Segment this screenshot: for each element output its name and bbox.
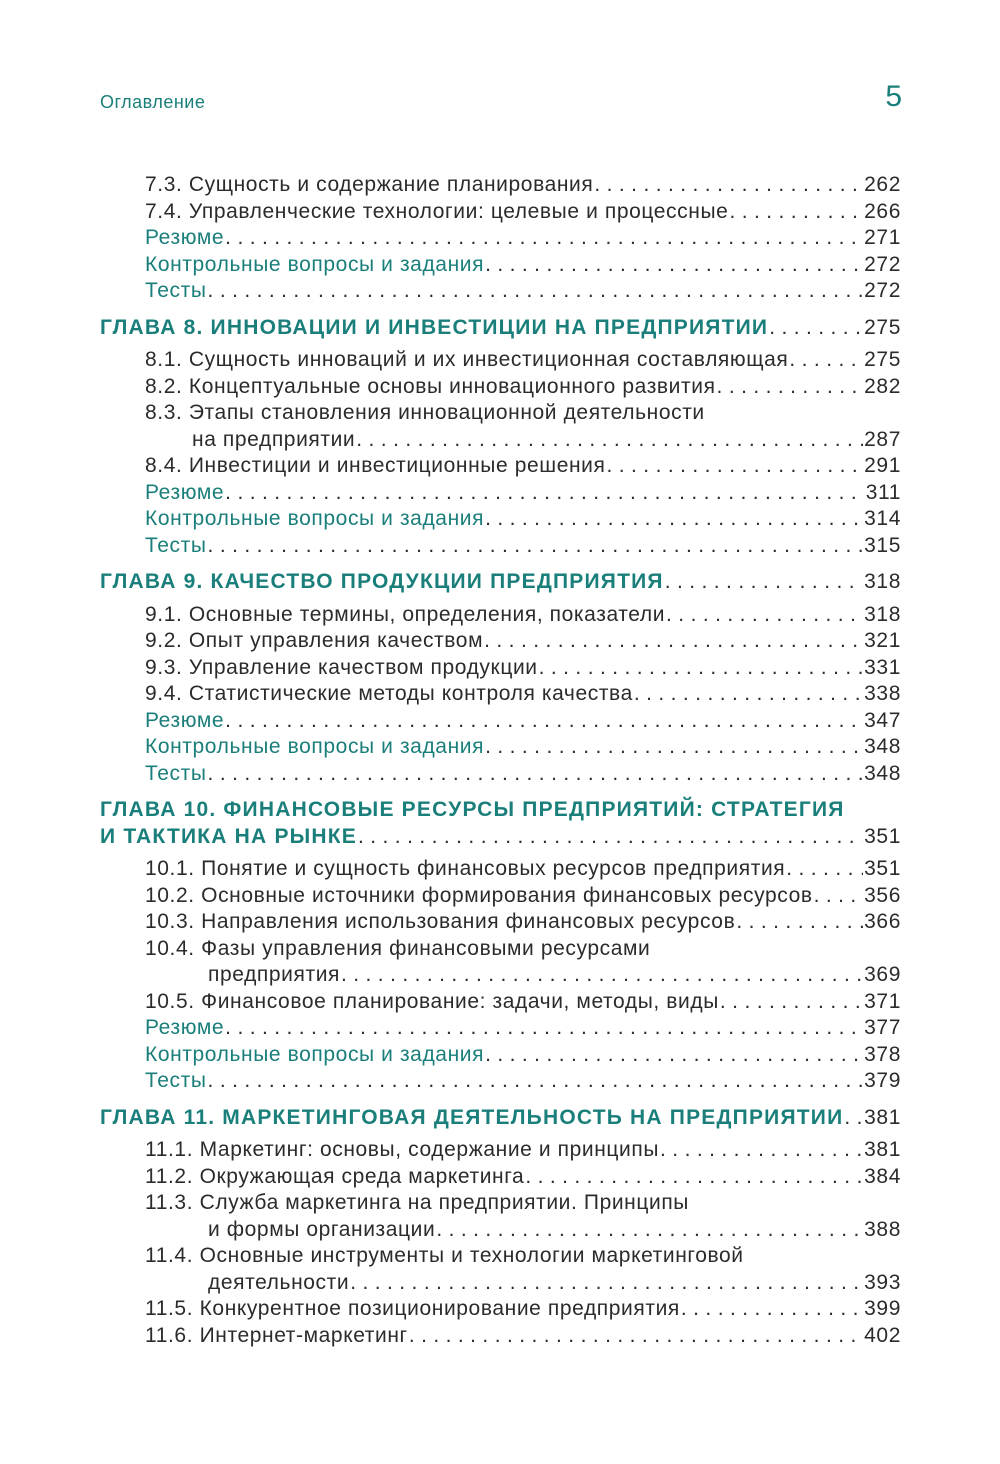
toc-entry-11-1[interactable]: 11.1. Маркетинг: основы, содержание и принципы . . . 381 xyxy=(100,1137,901,1164)
toc-entry-questions[interactable]: Контрольные вопросы и задания . . . 314 xyxy=(100,506,901,533)
toc-entry-summary[interactable]: Резюме . . . 311 xyxy=(100,480,901,507)
table-of-contents xyxy=(100,172,901,1349)
toc-entry-11-2[interactable]: 11.2. Окружающая среда маркетинга . . . 384 xyxy=(100,1164,901,1191)
toc-entry-9-2[interactable]: 9.2. Опыт управления качеством . . . 321 xyxy=(100,628,901,655)
toc-chapter-11[interactable]: ГЛАВА 11. МАРКЕТИНГОВАЯ ДЕЯТЕЛЬНОСТЬ НА ПРЕДПРИЯТИИ . . . 381 xyxy=(100,1105,901,1132)
toc-entry-8-3-line1[interactable]: 8.3. Этапы становления инновационной деятельности xyxy=(145,401,705,424)
toc-entry-9-1[interactable]: 9.1. Основные термины, определения, показатели . . . 318 xyxy=(100,602,901,629)
toc-entry-questions[interactable]: Контрольные вопросы и задания . . . 272 xyxy=(100,252,901,279)
toc-entry-9-4[interactable]: 9.4. Статистические методы контроля качества . . . 338 xyxy=(100,681,901,708)
toc-entry-11-4-line1[interactable]: 11.4. Основные инструменты и технологии маркетинговой xyxy=(145,1244,744,1267)
toc-entry-questions[interactable]: Контрольные вопросы и задания . . . 378 xyxy=(100,1042,901,1069)
toc-entry-tests[interactable]: Тесты . . . 315 xyxy=(100,533,901,560)
toc-entry-tests[interactable]: Тесты . . . 348 xyxy=(100,761,901,788)
toc-entry-10-1[interactable]: 10.1. Понятие и сущность финансовых ресурсов предприятия . . . 351 xyxy=(100,856,901,883)
toc-entry-questions[interactable]: Контрольные вопросы и задания . . . 348 xyxy=(100,734,901,761)
toc-chapter-9[interactable]: ГЛАВА 9. КАЧЕСТВО ПРОДУКЦИИ ПРЕДПРИЯТИЯ . . . 318 xyxy=(100,569,901,596)
running-header-section: Оглавление xyxy=(100,92,206,112)
toc-entry-summary[interactable]: Резюме . . . 347 xyxy=(100,708,901,735)
toc-entry-11-4[interactable]: деятельности . . . 393 xyxy=(100,1270,901,1297)
toc-entry-8-3[interactable]: на предприятии . . . 287 xyxy=(100,427,901,454)
toc-entry-11-3[interactable]: и формы организации . . . 388 xyxy=(100,1217,901,1244)
toc-entry-11-3-line1[interactable]: 11.3. Служба маркетинга на предприятии. Принципы xyxy=(145,1191,689,1214)
toc-entry-summary[interactable]: Резюме . . . 377 xyxy=(100,1015,901,1042)
toc-entry-11-6[interactable]: 11.6. Интернет-маркетинг . . . 402 xyxy=(100,1323,901,1350)
toc-entry-tests[interactable]: Тесты . . . 379 xyxy=(100,1068,901,1095)
toc-entry-10-2[interactable]: 10.2. Основные источники формирования финансовых ресурсов . . . 356 xyxy=(100,883,901,910)
toc-entry-8-2[interactable]: 8.2. Концептуальные основы инновационного развития . . . 282 xyxy=(100,374,901,401)
toc-entry-10-4-line1[interactable]: 10.4. Фазы управления финансовыми ресурсами xyxy=(145,936,651,960)
toc-chapter-10[interactable]: И ТАКТИКА НА РЫНКЕ . . . 351 xyxy=(100,824,901,851)
toc-entry-11-5[interactable]: 11.5. Конкурентное позиционирование предприятия . . . 399 xyxy=(100,1296,901,1323)
toc-entry-9-3[interactable]: 9.3. Управление качеством продукции . . . 331 xyxy=(100,655,901,682)
toc-chapter-10-title-line1[interactable]: ГЛАВА 10. ФИНАНСОВЫЕ РЕСУРСЫ ПРЕДПРИЯТИЙ: СТРАТЕГИЯ xyxy=(100,798,845,821)
toc-entry-8-1[interactable]: 8.1. Сущность инноваций и их инвестиционная составляющая . . . 275 xyxy=(100,347,901,374)
toc-entry-10-3[interactable]: 10.3. Направления использования финансовых ресурсов . . . 366 xyxy=(100,909,901,936)
toc-entry-tests[interactable]: Тесты . . . 272 xyxy=(100,278,901,305)
toc-entry-7-3[interactable]: 7.3. Сущность и содержание планирования . . . 262 xyxy=(100,172,901,199)
toc-entry-10-4[interactable]: предприятия . . . 369 xyxy=(100,962,901,989)
toc-entry-8-4[interactable]: 8.4. Инвестиции и инвестиционные решения . . . 291 xyxy=(100,453,901,480)
toc-entry-summary[interactable]: Резюме . . . 271 xyxy=(100,225,901,252)
toc-entry-10-5[interactable]: 10.5. Финансовое планирование: задачи, методы, виды . . . 371 xyxy=(100,989,901,1016)
toc-chapter-8[interactable]: ГЛАВА 8. ИННОВАЦИИ И ИНВЕСТИЦИИ НА ПРЕДПРИЯТИИ . . . 275 xyxy=(100,315,901,342)
page-number: 5 xyxy=(885,80,902,113)
toc-entry-7-4[interactable]: 7.4. Управленческие технологии: целевые и процессные . . . 266 xyxy=(100,199,901,226)
